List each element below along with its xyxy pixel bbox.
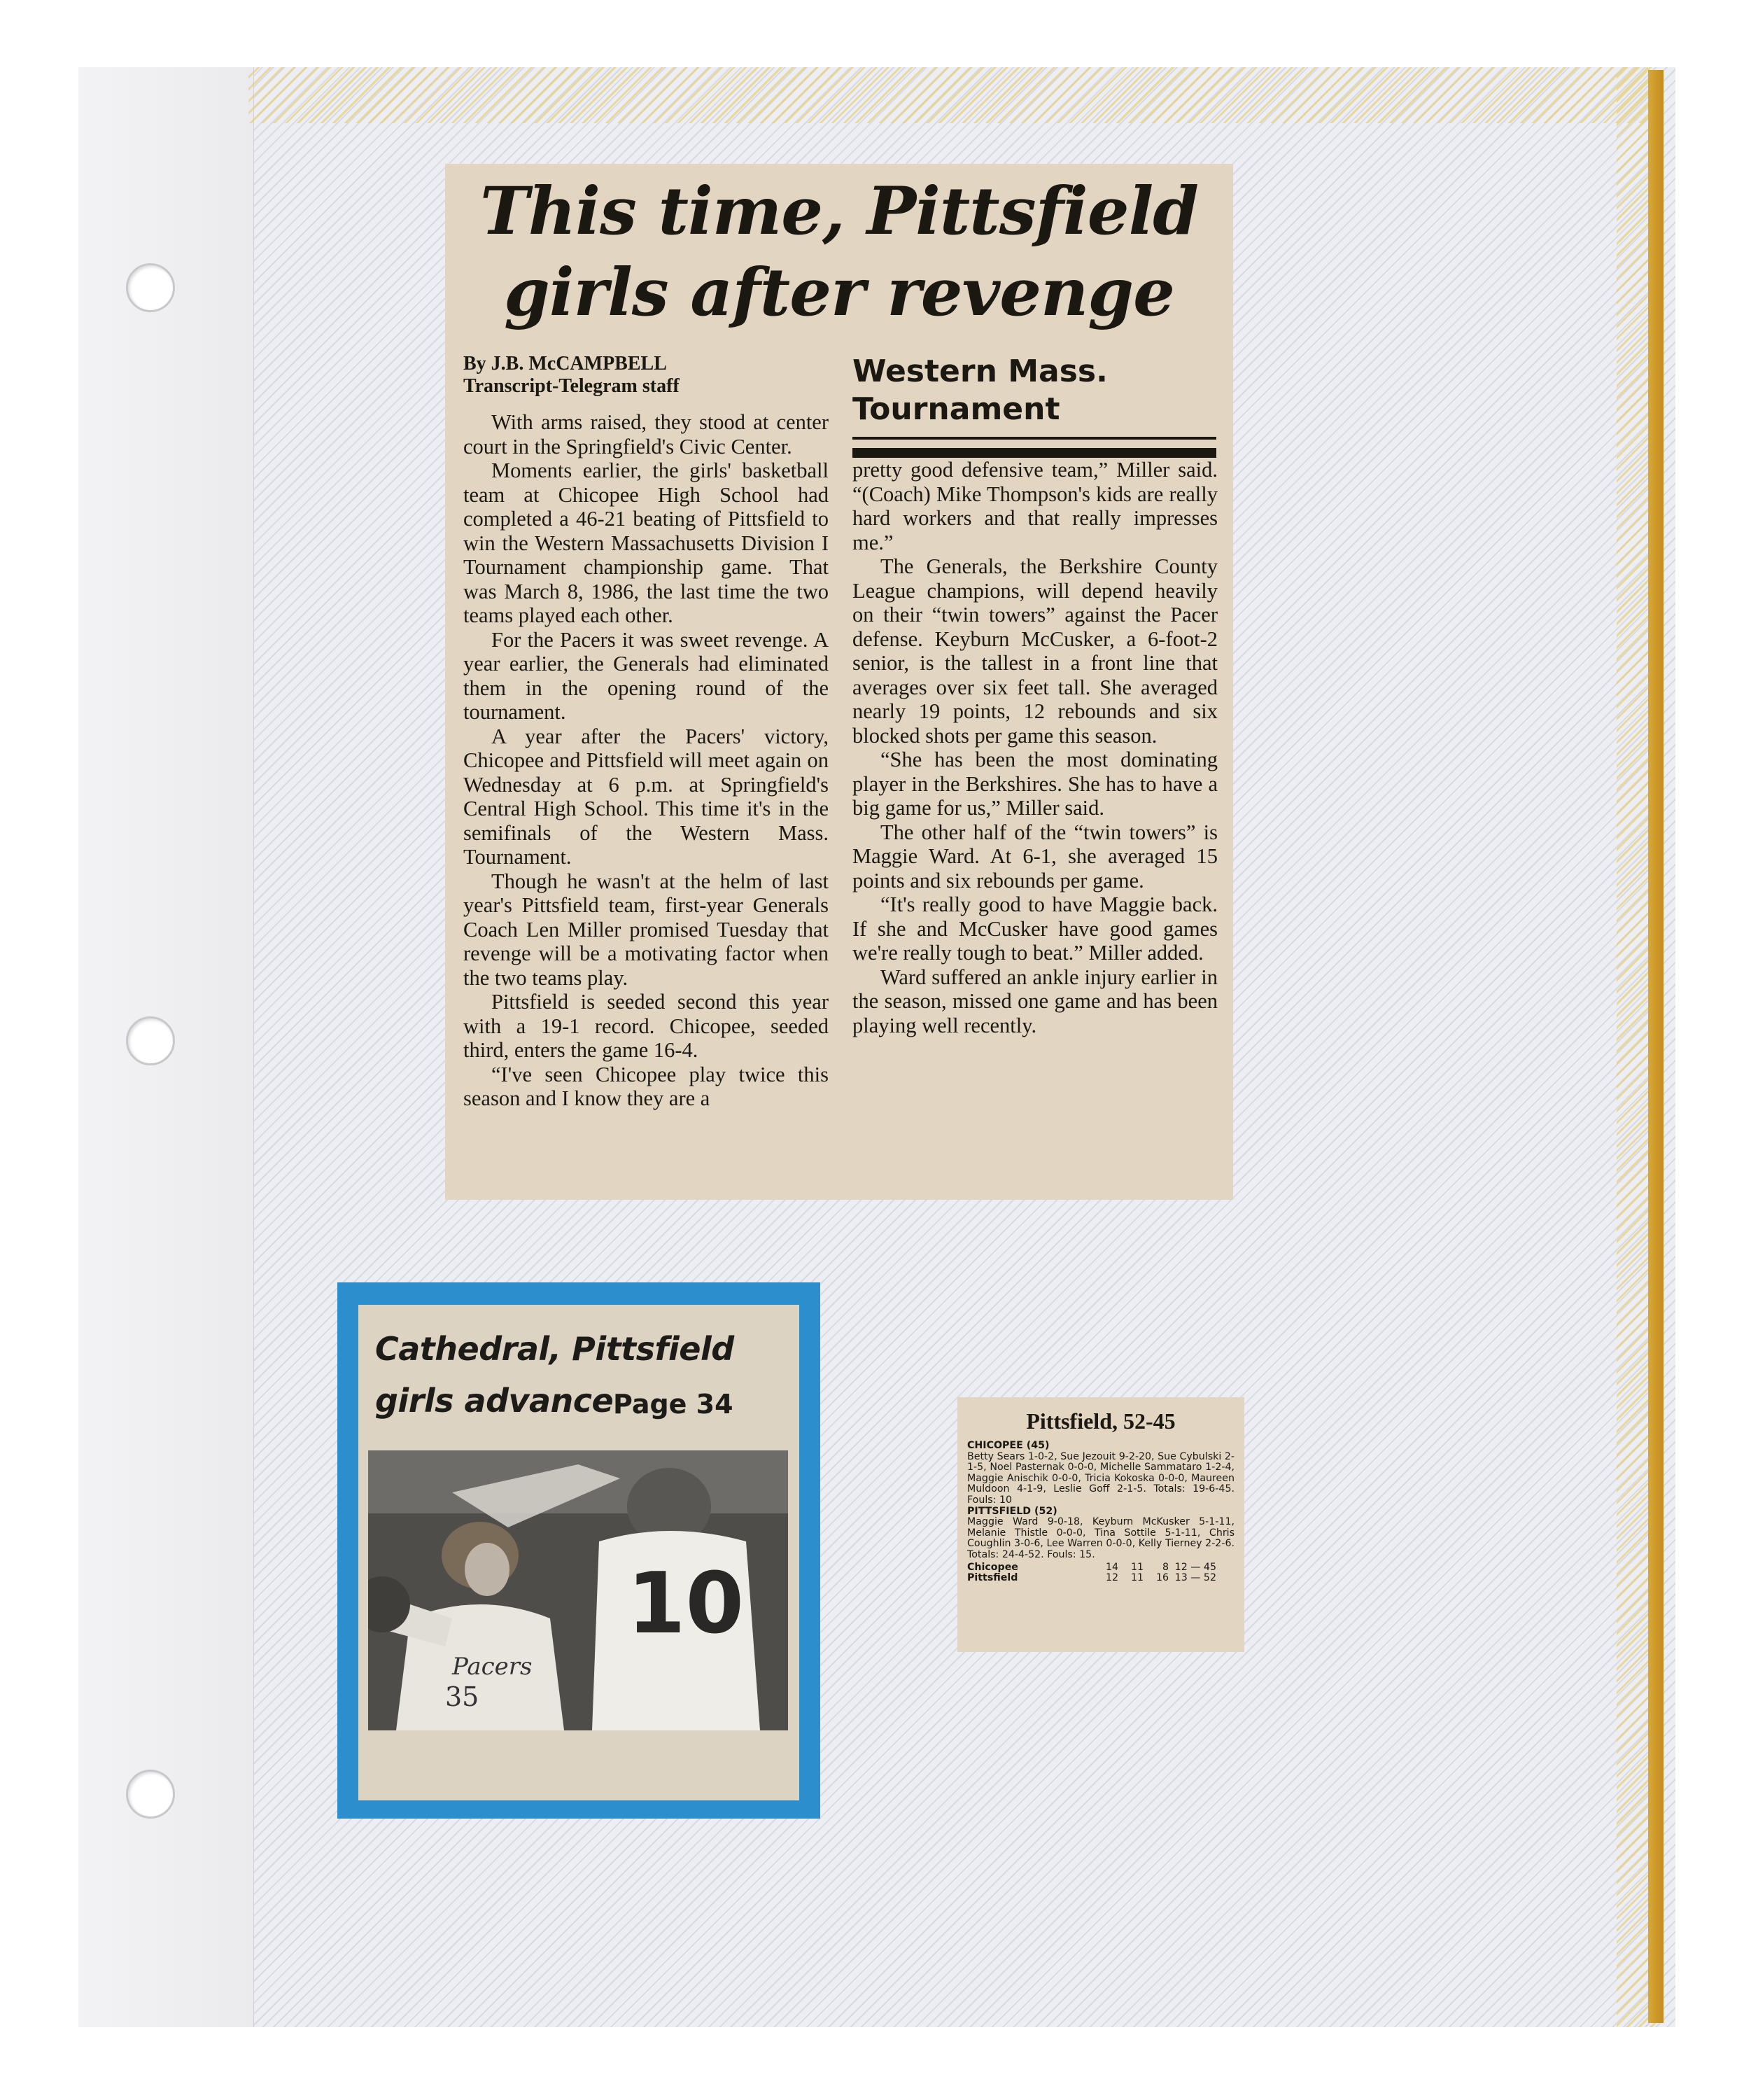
- teaser-headline-line-1: Cathedral, Pittsfield: [375, 1330, 734, 1368]
- byline-block: [463, 353, 827, 398]
- article-column-left: [463, 410, 829, 1111]
- linescore-row: [967, 1562, 1235, 1574]
- article-paragraph: The other half of the “twin towers” is Maggie Ward. At 6-1, she averaged 15 points and six rebounds per game.: [852, 820, 1218, 892]
- boxscore-player-lines: Maggie Ward 9-0-18, Keyburn McKusker 5-1-11, Melanie Thistle 0-0-0, Tina Sottile 5-1-11, Chris Coughlin 3-0-6, Lee Warren 0-0-0, Kelly Tierney 2-2-6. Totals: 24-4-52. Fouls: 15.: [967, 1516, 1235, 1560]
- basketball-photo-drawing: [368, 1450, 788, 1730]
- article-paragraph: A year after the Pacers' victory, Chicopee and Pittsfield will meet again on Wednesday at 6 p.m. at Springfield's Central High School. This time it's in the semifinals of the Western Mass. Tournament.: [463, 724, 829, 869]
- linescore-q4-total: 13 — 52: [1174, 1572, 1216, 1584]
- headline-line-2: girls after revenge: [504, 254, 1174, 331]
- linescore-q3: 8: [1162, 1561, 1169, 1573]
- article-paragraph: “It's really good to have Maggie back. If she and McCusker have good games we're really tough to beat.” Miller added.: [852, 892, 1218, 965]
- article-paragraph-continued: pretty good defensive team,” Miller said. “(Coach) Mike Thompson's kids are really hard workers and that really impresses me.”: [852, 458, 1218, 554]
- gold-binding-strip: [1648, 70, 1664, 2023]
- linescore-q2: 11: [1130, 1572, 1144, 1584]
- article-paragraph: The Generals, the Berkshire County League champions, will depend heavily on their “twin towers” against the Pacer defense. Keyburn McCusker, a 6-foot-2 senior, is the tallest in a front line that averages over six feet tall. She averaged nearly 19 points, 12 rebounds and six blocked shots per game this season.: [852, 554, 1218, 748]
- linescore-q4-total: 12 — 45: [1174, 1561, 1216, 1573]
- punch-hole-bottom: [126, 1770, 175, 1819]
- linescore-q2: 11: [1130, 1561, 1144, 1573]
- byline-organization: Transcript-Telegram staff: [463, 375, 680, 397]
- boxscore-team-header: CHICOPEE (45): [967, 1440, 1050, 1451]
- photo-pacers-number: 35: [445, 1681, 479, 1712]
- boxscore-player-lines: Betty Sears 1-0-2, Sue Jezouit 9-2-20, Sue Cybulski 2-1-5, Noel Pasternak 0-0-0, Michelle Sammataro 1-2-4, Maggie Anischik 0-0-0, Tricia Kokoska 0-0-0, Maureen Muldoon 4-1-9, Leslie Goff 2-1-5. Totals: 19-6-45. Fouls: 10: [967, 1450, 1235, 1506]
- yellow-stripe-edge-top: [248, 67, 1648, 123]
- tournament-label-line-1: Western Mass.: [852, 354, 1108, 389]
- boxscore-clipping: [957, 1397, 1244, 1652]
- tournament-label: [852, 353, 1216, 440]
- photo-pacers-text: Pacers: [452, 1653, 533, 1681]
- linescore-team: Pittsfield: [967, 1572, 1018, 1584]
- article-paragraph: Pittsfield is seeded second this year with a 19-1 record. Chicopee, seeded third, enters the game 16-4.: [463, 990, 829, 1062]
- linescore-team: Chicopee: [967, 1561, 1018, 1573]
- article-column-right: [852, 458, 1218, 1037]
- linescore-q1: 14: [1105, 1561, 1118, 1573]
- article-clipping: [445, 164, 1233, 1200]
- tournament-label-line-2: Tournament: [852, 391, 1060, 427]
- tournament-rule-bar: [852, 448, 1216, 458]
- boxscore-body: [967, 1441, 1235, 1561]
- teaser-paper: [358, 1305, 799, 1800]
- basketball-photo: [368, 1450, 788, 1730]
- boxscore-team-header: PITTSFIELD (52): [967, 1505, 1057, 1517]
- linescore-q3: 16: [1155, 1572, 1169, 1584]
- linescore: [967, 1562, 1235, 1584]
- article-paragraph: For the Pacers it was sweet revenge. A year earlier, the Generals had eliminated them in the opening round of the tournament.: [463, 627, 829, 724]
- article-headline: [463, 164, 1215, 333]
- article-paragraph: Moments earlier, the girls' basketball team at Chicopee High School had completed a 46-21 beating of Pittsfield to win the Western Massachusetts Division I Tournament championship game. That was March 8, 1986, the last time the two teams played each other.: [463, 458, 829, 627]
- teaser-headline-line-2: girls advance: [375, 1382, 614, 1420]
- teaser-clipping: [337, 1282, 820, 1819]
- byline-author: By J.B. McCAMPBELL: [463, 353, 667, 374]
- photo-jersey-number: 10: [627, 1555, 744, 1653]
- headline-line-1: This time, Pittsfield: [479, 173, 1199, 250]
- article-paragraph: Though he wasn't at the helm of last year's Pittsfield team, first-year Generals Coach Len Miller promised Tuesday that revenge will be a motivating factor when the two teams play.: [463, 869, 829, 990]
- boxscore-title: Pittsfield, 52-45: [1026, 1408, 1176, 1434]
- linescore-row: [967, 1573, 1235, 1584]
- article-paragraph: Ward suffered an ankle injury earlier in the season, missed one game and has been playing well recently.: [852, 965, 1218, 1037]
- article-paragraph: With arms raised, they stood at center court in the Springfield's Civic Center.: [463, 410, 829, 458]
- punch-hole-middle: [126, 1016, 175, 1065]
- punch-hole-top: [126, 263, 175, 312]
- teaser-page-reference: Page 34: [613, 1389, 733, 1420]
- article-paragraph: “I've seen Chicopee play twice this season and I know they are a: [463, 1062, 829, 1110]
- tournament-label-box: [852, 353, 1216, 458]
- article-paragraph: “She has been the most dominating player in the Berkshires. She has to have a big game for us,” Miller said.: [852, 748, 1218, 820]
- linescore-q1: 12: [1105, 1572, 1118, 1584]
